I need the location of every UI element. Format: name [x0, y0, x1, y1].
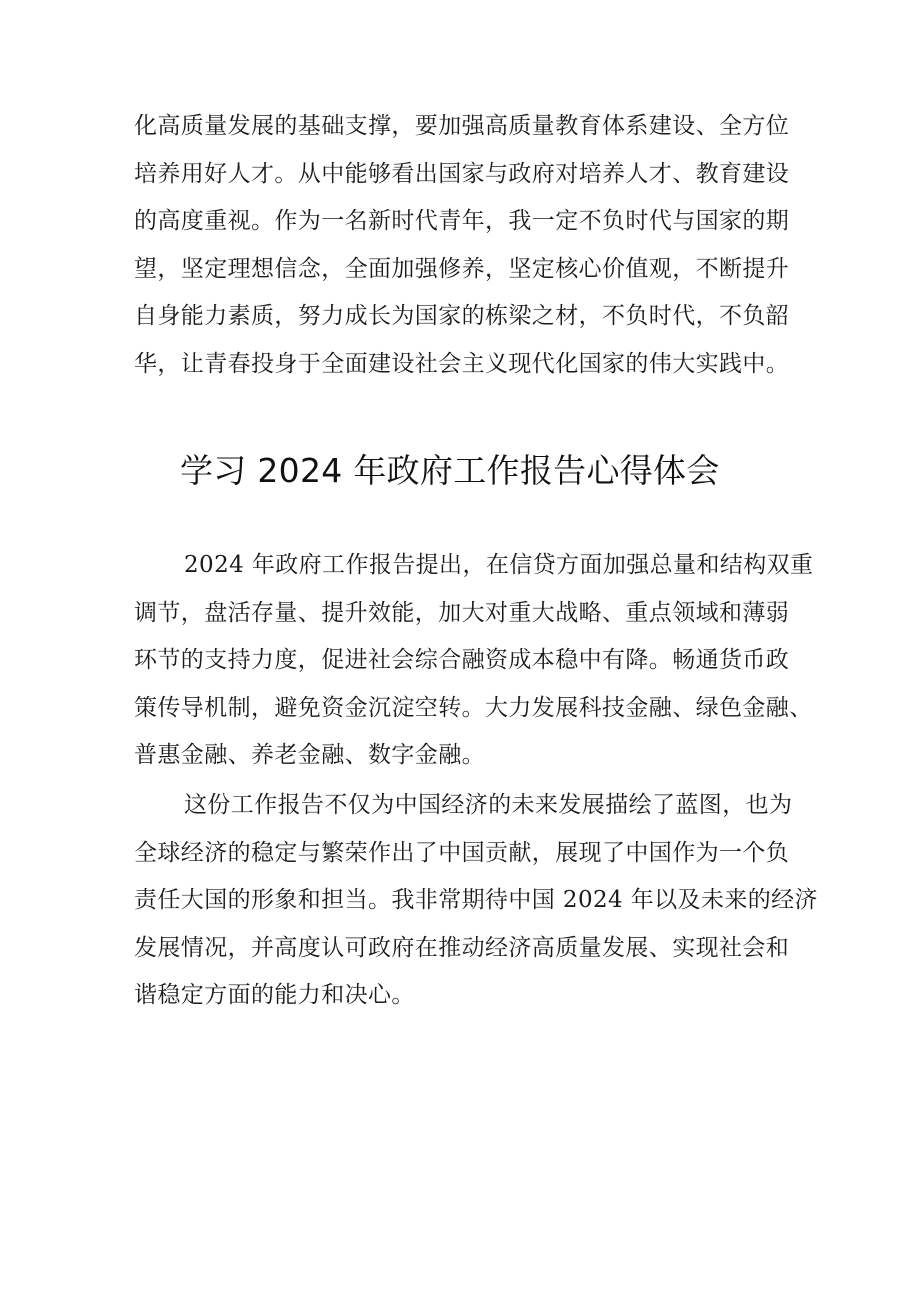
text-line: 谐稳定方面的能力和决心。 [134, 982, 415, 1008]
text-line: 全球经济的稳定与繁荣作出了中国贡献，展现了中国作为一个负 [134, 839, 790, 866]
text-line: 自身能力素质，努力成长为国家的栋梁之材，不负时代，不负韶 [134, 303, 790, 329]
text-line: 2024 年政府工作报告提出，在信贷方面加强总量和结构双重 [184, 552, 814, 578]
paragraph-credit-policy [134, 542, 814, 780]
text-line: 化高质量发展的基础支撑，要加强高质量教育体系建设、全方位 [134, 113, 790, 139]
text-line: 发展情况，并高度认可政府在推动经济高质量发展、实现社会和 [134, 934, 790, 961]
text-line: 培养用好人才。从中能够看出国家与政府对培养人才、教育建设 [134, 160, 790, 187]
text-line: 策传导机制，避免资金沉淀空转。大力发展科技金融、绿色金融、 [134, 694, 813, 721]
text-line: 调节，盘活存量、提升效能，加大对重大战略、重点领域和薄弱 [134, 599, 790, 626]
text-line: 环节的支持力度，促进社会综合融资成本稳中有降。畅通货币政 [134, 647, 790, 673]
text-line: 这份工作报告不仅为中国经济的未来发展描绘了蓝图，也为 [184, 792, 793, 818]
text-line: 普惠金融、养老金融、数字金融。 [134, 742, 485, 768]
text-line: 的高度重视。作为一名新时代青年，我一定不负时代与国家的期 [134, 208, 790, 234]
continuation-paragraph [134, 103, 814, 388]
paragraph-report-reflection [134, 782, 818, 1020]
text-line: 责任大国的形象和担当。我非常期待中国 2024 年以及未来的经济 [134, 887, 818, 913]
text-line: 望，坚定理想信念，全面加强修养，坚定核心价值观，不断提升 [134, 255, 790, 282]
section-heading: 学习 2024 年政府工作报告心得体会 [180, 451, 720, 490]
text-line: 华，让青春投身于全面建设社会主义现代化国家的伟大实践中。 [134, 350, 790, 377]
